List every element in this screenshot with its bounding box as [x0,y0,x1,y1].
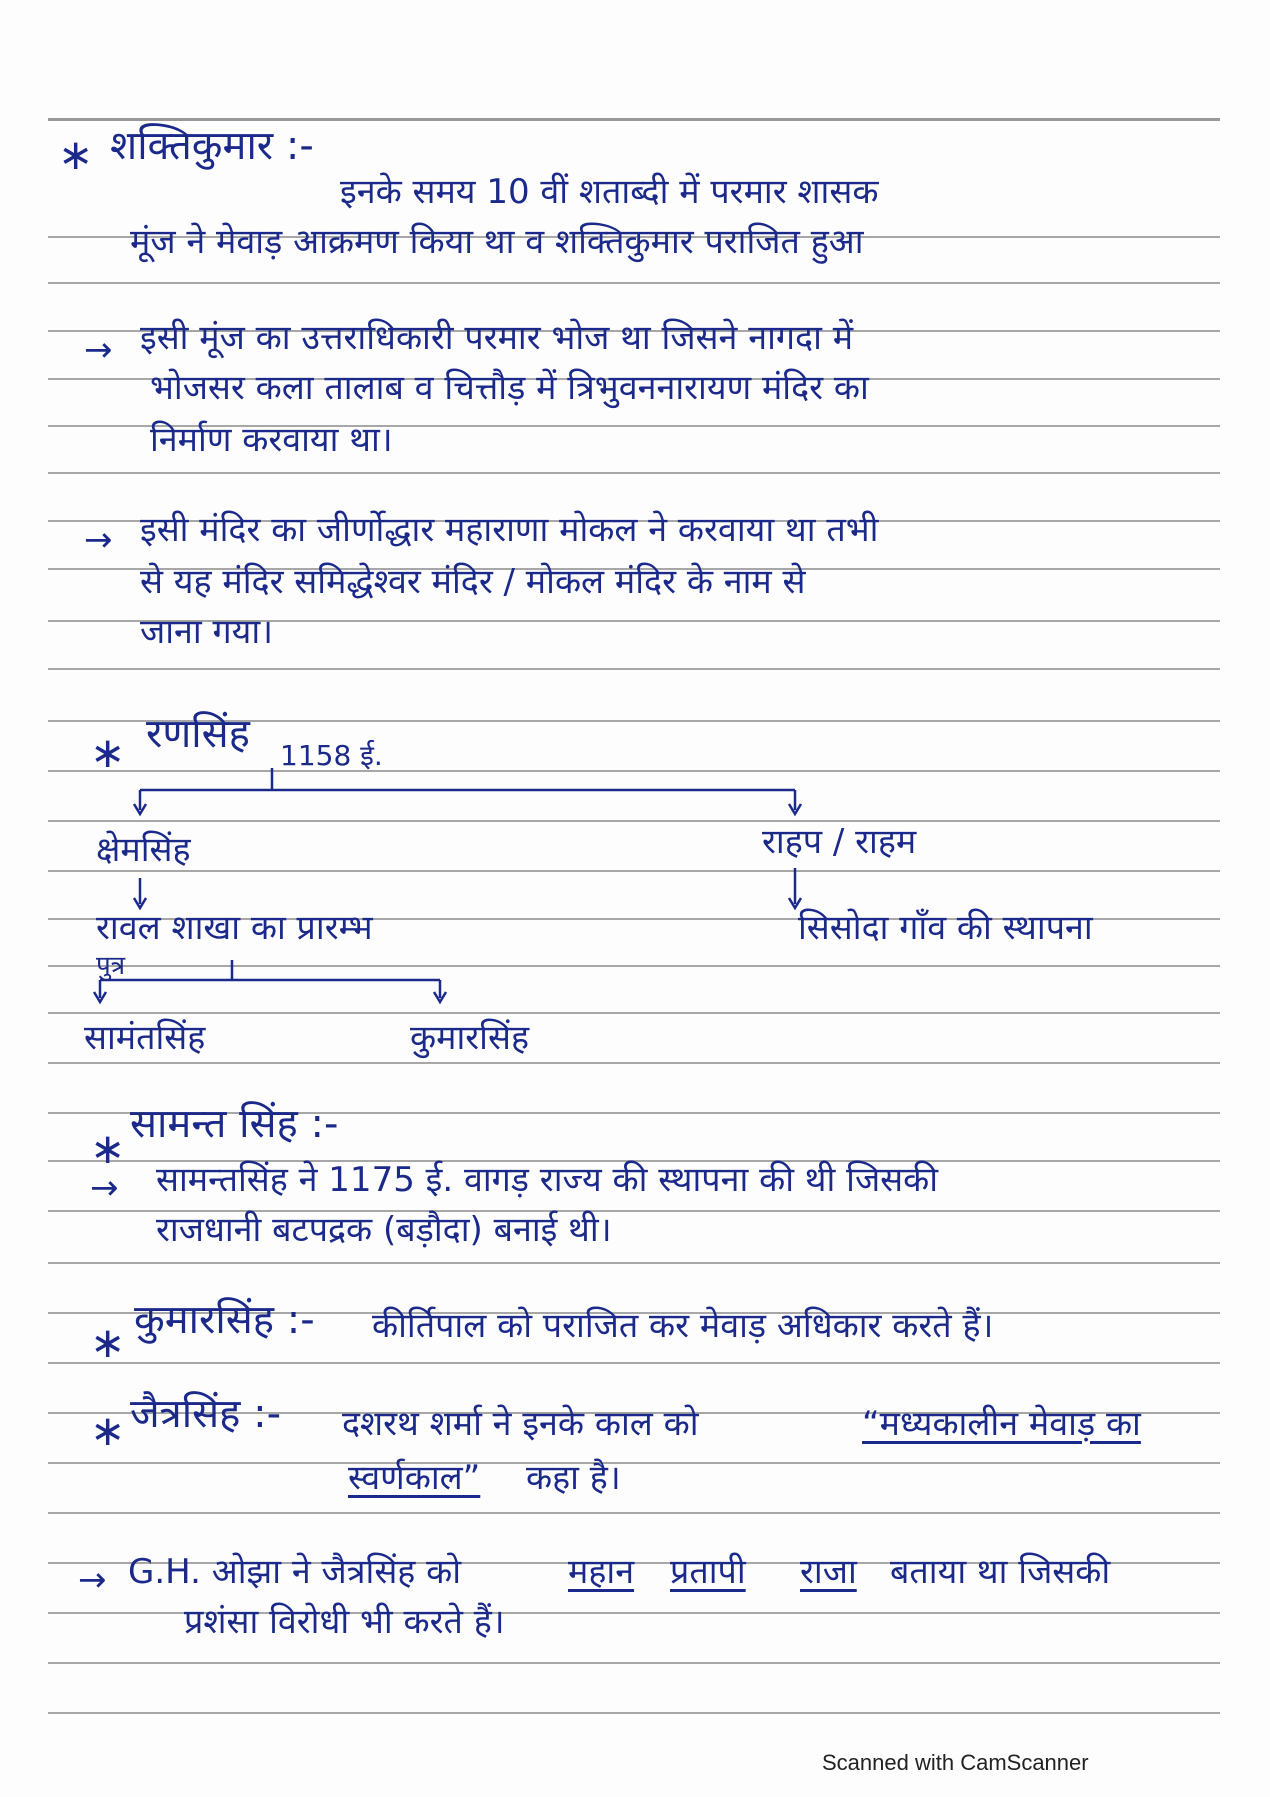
jaitra-line-2-post: कहा है। [526,1458,621,1498]
ransingh-heading: रणसिंह [146,711,250,757]
asterisk-bullet: ∗ [90,1318,126,1367]
bhoj-line-1: इसी मूंज का उत्तराधिकारी परमार भोज था जिसने नागदा में [140,318,854,358]
jaitra-line-1-pre: दशरथ शर्मा ने इनके काल को [342,1404,699,1444]
tree-left-note: रावल शाखा का प्रारम्भ [96,908,373,948]
jaitra-heading: जैत्रसिंह :- [130,1391,282,1437]
ojha-line-2: प्रशंसा विरोधी भी करते हैं। [184,1602,505,1642]
section-heading-shaktikumar: शक्तिकुमार :- [110,123,314,169]
tree-right-note: सिसोदा गाँव की स्थापना [798,908,1093,948]
samant-heading: सामन्त सिंह :- [130,1101,339,1147]
arrow-bullet: → [78,1560,107,1600]
jaitra-line-1-quote: “मध्यकालीन मेवाड़ का [862,1404,1141,1444]
ojha-line-1-post: बताया था जिसकी [890,1552,1111,1592]
shakti-line-1: इनके समय 10 वीं शताब्दी में परमार शासक [340,172,879,212]
tree-grandchild-samant: सामंतसिंह [84,1018,206,1058]
jaitra-line-2-quote: स्वर्णकाल” [348,1458,481,1498]
arrow-bullet: → [90,1168,119,1208]
mokal-line-1: इसी मंदिर का जीर्णोद्धार महाराणा मोकल ने करवाया था तभी [140,510,879,550]
asterisk-bullet: ∗ [90,1406,126,1455]
scanner-watermark: Scanned with CamScanner [822,1750,1089,1775]
tree-left-child: क्षेमसिंह [96,830,191,870]
tree-sons-label: पुत्र [96,951,126,981]
mokal-line-3: जाना गया। [140,612,274,652]
ojha-underlined-3: राजा [800,1552,857,1592]
bhoj-line-2: भोजसर कला तालाब व चित्तौड़ में त्रिभुवननारायण मंदिर का [150,368,869,408]
arrow-bullet: → [84,330,113,370]
tree-grandchild-kumar: कुमारसिंह [410,1018,529,1058]
mokal-line-2: से यह मंदिर समिद्धेश्वर मंदिर / मोकल मंदिर के नाम से [140,562,806,602]
asterisk-bullet: ∗ [90,1124,126,1173]
samant-line-2: राजधानी बटपद्रक (बड़ौदा) बनाई थी। [156,1210,612,1250]
bhoj-line-3: निर्माण करवाया था। [150,420,393,460]
ojha-line-1-pre: G.H. ओझा ने जैत्रसिंह को [128,1552,462,1592]
ojha-underlined-1: महान [568,1552,635,1592]
kumar-heading: कुमारसिंह :- [134,1297,315,1343]
kumar-text: कीर्तिपाल को पराजित कर मेवाड़ अधिकार करते हैं। [372,1306,994,1346]
shakti-line-2: मूंज ने मेवाड़ आक्रमण किया था व शक्तिकुमार पराजित हुआ [130,222,864,262]
asterisk-bullet: ∗ [58,130,94,179]
ransingh-year: 1158 ई. [280,739,383,772]
ojha-underlined-2: प्रतापी [670,1552,746,1592]
arrow-bullet: → [84,520,113,560]
samant-line-1: सामन्तसिंह ने 1175 ई. वागड़ राज्य की स्थापना की थी जिसकी [156,1160,939,1200]
tree-right-child: राहप / राहम [762,822,917,862]
asterisk-bullet: ∗ [90,728,126,777]
